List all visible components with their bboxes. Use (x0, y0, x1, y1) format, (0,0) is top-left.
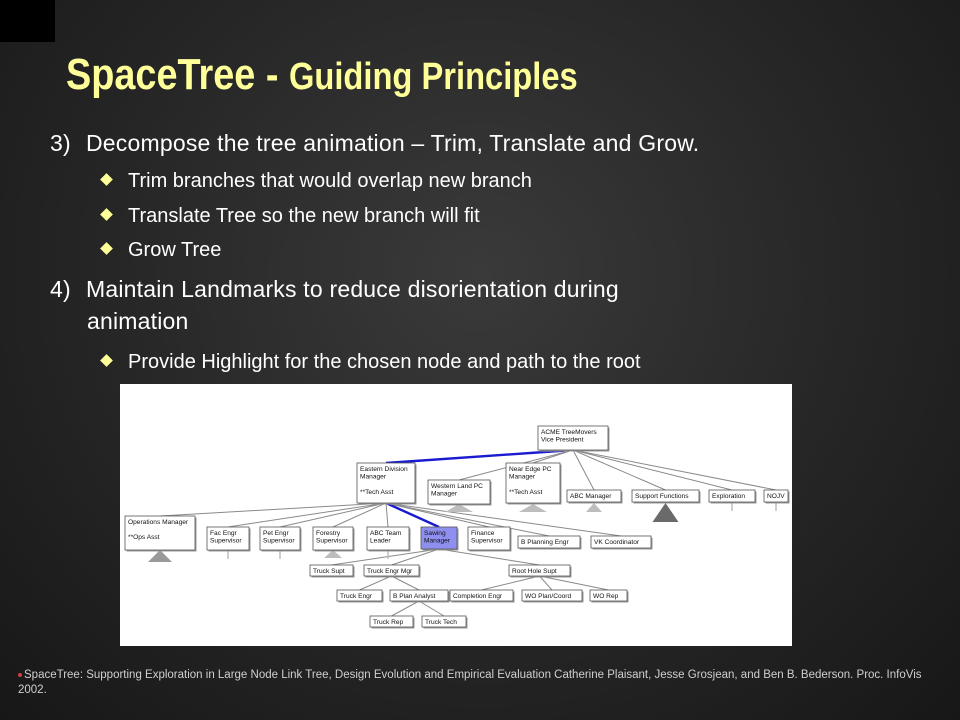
subtree-triangle (653, 503, 679, 522)
node-label: Manager (509, 473, 536, 481)
node-label: **Tech Asst (360, 488, 394, 496)
node-label: Supervisor (471, 537, 503, 545)
node-level5 (422, 616, 468, 629)
tree-link (360, 576, 392, 590)
node-label: **Ops Asst (128, 534, 160, 542)
point-3-number: 3) (50, 130, 71, 156)
point-4 (50, 273, 619, 337)
diamond-bullet-icon (100, 173, 113, 186)
highlight-link (386, 450, 573, 463)
tree-link (386, 503, 388, 527)
node-level3 (310, 565, 355, 578)
node-label: Leader (370, 537, 391, 545)
tree-link (280, 503, 386, 527)
node-level1 (428, 480, 492, 506)
bullet-translate (102, 203, 480, 229)
tree-link (573, 450, 776, 490)
subtree-triangle (148, 550, 172, 562)
node-level4 (450, 590, 515, 603)
slide-title (66, 50, 578, 100)
point-4-continuation: animation (87, 308, 189, 334)
node-label: ABC Manager (570, 493, 612, 500)
node-label: B Planning Engr (521, 539, 569, 546)
node-label: Truck Engr (340, 593, 372, 600)
point-4-text: Maintain Landmarks to reduce disorientation during (86, 276, 619, 302)
node-label: Truck Supt (313, 568, 345, 575)
node-label: Manager (431, 490, 458, 498)
node-label: ACME TreeMovers (541, 429, 597, 436)
tree-link (482, 576, 540, 590)
node-label: Truck Rep (373, 619, 404, 626)
node-level2 (591, 536, 653, 550)
node-level4 (337, 590, 384, 603)
node-label: Supervisor (316, 537, 348, 545)
node-label: Exploration (712, 493, 745, 500)
node-level4 (590, 590, 629, 603)
node-level1 (567, 490, 623, 504)
tree-link (392, 576, 420, 590)
node-label: Fac Engr (210, 530, 237, 537)
node-level2 (518, 536, 582, 550)
node-label: Manager (424, 537, 451, 545)
subtree-triangle (586, 503, 602, 512)
node-label: Finance (471, 530, 495, 537)
tree-link (573, 450, 594, 490)
node-label: Supervisor (263, 537, 295, 545)
tree-link (392, 601, 420, 616)
diamond-bullet-icon (100, 208, 113, 221)
node-level2 (367, 527, 411, 552)
point-3-text: Decompose the tree animation – Trim, Translate and Grow. (86, 130, 700, 156)
node-level2 (421, 527, 459, 551)
node-label: Vice President (541, 436, 584, 444)
node-level1 (506, 463, 562, 505)
node-label: NOJV (767, 493, 785, 500)
citation-text: SpaceTree: Supporting Exploration in Large Node Link Tree, Design Evolution and Empirical Evaluation Catherine Plaisant, Jesse Grosjean, and Ben B. Bederson. Proc. InfoVis 2002. (18, 669, 922, 696)
node-level4 (522, 590, 584, 603)
node-label: WO Plan/Coord (525, 593, 572, 600)
subtree-triangle (519, 504, 547, 512)
node-label: Eastern Division (360, 466, 408, 473)
node-label: Root Hole Supt (512, 568, 557, 575)
node-label: Completion Engr (453, 593, 503, 600)
node-level3 (364, 565, 421, 578)
node-label: Supervisor (210, 537, 242, 545)
node-label: Forestry (316, 530, 341, 537)
node-level1 (764, 490, 790, 504)
tree-link (419, 601, 444, 616)
bullet-grow (102, 237, 221, 263)
node-label: Western Land PC (431, 483, 483, 490)
node-label: VK Coordinator (594, 539, 640, 546)
bullet-highlight (102, 349, 641, 375)
node-level2 (125, 516, 197, 552)
point-4-number: 4) (50, 276, 71, 302)
node-level1 (709, 490, 757, 504)
node-label: ABC Team (370, 530, 402, 537)
node-label: **Tech Asst (509, 488, 543, 496)
diamond-bullet-icon (100, 242, 113, 255)
bullet-trim (102, 168, 532, 194)
node-level4 (390, 590, 450, 603)
diamond-bullet-icon (100, 354, 113, 367)
node-level2 (207, 527, 251, 552)
node-label: Truck Engr Mgr (367, 568, 413, 575)
spacetree-diagram (120, 384, 792, 646)
title-part-2: Guiding Principles (288, 56, 578, 98)
bullet-text: Trim branches that would overlap new branch (128, 170, 532, 192)
node-level2 (260, 527, 302, 552)
node-level2 (313, 527, 355, 552)
bullet-text: Grow Tree (128, 239, 222, 261)
spacetree-figure (120, 384, 792, 646)
node-label: Operations Manager (128, 519, 189, 526)
bullet-text: Translate Tree so the new branch will fit (128, 205, 480, 227)
node-label: Support Functions (635, 493, 689, 500)
bullet-text: Provide Highlight for the chosen node and path to the root (128, 351, 641, 373)
node-root (538, 426, 610, 452)
tree-link (228, 503, 386, 527)
node-label: Pet Engr (263, 530, 289, 537)
point-3 (50, 127, 699, 159)
node-level2 (468, 527, 512, 552)
node-label: Near Edge PC (509, 466, 552, 473)
node-label: WO Rep (593, 593, 619, 600)
citation-bullet-icon (18, 673, 22, 677)
node-level3 (509, 565, 572, 578)
tree-nodes (125, 426, 790, 629)
citation (18, 668, 948, 698)
title-part-1: SpaceTree - (66, 50, 289, 99)
node-label: Manager (360, 473, 387, 481)
node-label: Truck Tech (425, 619, 457, 626)
corner-block (0, 0, 55, 42)
node-level1 (357, 463, 417, 505)
node-label: B Plan Analyst (393, 593, 436, 600)
tree-link (160, 503, 386, 516)
node-level1 (632, 490, 701, 504)
node-label: Sawing (424, 530, 446, 537)
node-level5 (370, 616, 415, 629)
